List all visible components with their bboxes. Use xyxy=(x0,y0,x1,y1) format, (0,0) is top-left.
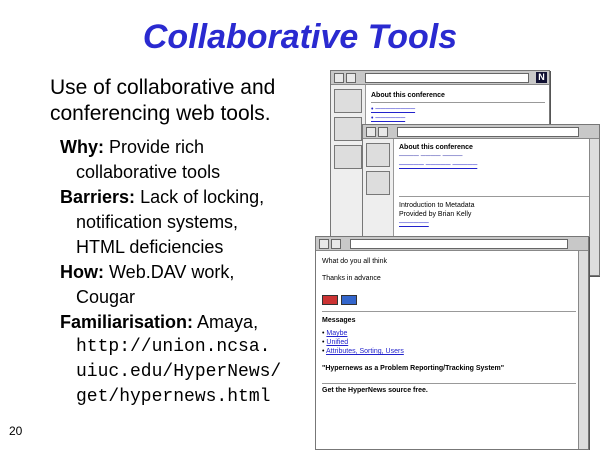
bullet-text: notification systems, xyxy=(76,212,239,232)
toolbar xyxy=(363,125,599,139)
bullet-label: Why: xyxy=(60,137,104,157)
toolbar xyxy=(316,237,588,251)
link[interactable]: • ──────── xyxy=(371,106,416,113)
bullet-label: Familiarisation: xyxy=(60,312,194,332)
conference-heading: About this conference xyxy=(371,92,445,99)
message-item[interactable]: • Attributes, Sorting, Users xyxy=(322,348,404,355)
url-line: get/hypernews.html xyxy=(76,387,271,407)
forward-button[interactable] xyxy=(346,73,356,83)
sidebar-button[interactable] xyxy=(334,89,362,113)
bullet-label: How: xyxy=(60,262,104,282)
bullet-text: Lack of locking, xyxy=(140,187,265,207)
lead-text: Use of collaborative and conferencing web tools. xyxy=(50,76,276,125)
conference-heading: About this conference xyxy=(399,144,473,151)
back-button[interactable] xyxy=(319,239,329,249)
message-item[interactable]: • Maybe xyxy=(322,330,348,337)
slide-number: 20 xyxy=(9,424,23,438)
bullet-familiarisation xyxy=(60,310,330,410)
link[interactable]: ───── ───── ───── xyxy=(399,162,478,169)
article-title: Introduction to Metadata xyxy=(399,202,475,209)
content xyxy=(322,257,576,395)
bullet-text: Web.DAV work, xyxy=(109,262,235,282)
content xyxy=(399,143,595,228)
info-line: ──── ──── ──── xyxy=(399,153,463,160)
subject-line: "Hypernews as a Problem Reporting/Tracking System" xyxy=(322,365,505,372)
bullet-text: Cougar xyxy=(76,287,136,307)
toolbar xyxy=(331,71,549,85)
footer-text: Get the HyperNews source free. xyxy=(322,387,428,394)
bullet-text: HTML deficiencies xyxy=(76,237,224,257)
address-bar[interactable] xyxy=(350,239,568,249)
back-button[interactable] xyxy=(334,73,344,83)
bullet-how xyxy=(60,260,330,310)
sidebar-button[interactable] xyxy=(334,145,362,169)
browser-logo-icon: N xyxy=(536,72,547,83)
back-button[interactable] xyxy=(366,127,376,137)
bullet-list xyxy=(60,135,330,410)
bullet-text: Amaya, xyxy=(197,312,259,332)
url-line: http://union.ncsa. xyxy=(76,337,271,357)
message-thanks: Thanks in advance xyxy=(322,275,381,282)
icon-row xyxy=(322,291,576,309)
messages-label: Messages xyxy=(322,317,356,324)
sidebar-button[interactable] xyxy=(334,117,362,141)
address-bar[interactable] xyxy=(365,73,529,83)
slide-title: Collaborative Tools xyxy=(142,18,458,56)
sidebar-button[interactable] xyxy=(366,143,390,167)
forward-button[interactable] xyxy=(331,239,341,249)
sidebar-button[interactable] xyxy=(366,171,390,195)
url-line: uiuc.edu/HyperNews/ xyxy=(76,362,282,382)
link[interactable]: • ────── xyxy=(371,115,406,122)
browser-window-front xyxy=(315,236,589,450)
bullet-barriers xyxy=(60,185,330,260)
message-item[interactable]: • Unified xyxy=(322,339,349,346)
forward-button[interactable] xyxy=(378,127,388,137)
flag-icon[interactable] xyxy=(322,295,338,305)
bullet-why xyxy=(60,135,330,185)
article-author: Provided by Brian Kelly xyxy=(399,211,472,218)
bullet-label: Barriers: xyxy=(60,187,136,207)
address-bar[interactable] xyxy=(397,127,579,137)
link[interactable]: ────── xyxy=(399,220,429,227)
bullet-text: collaborative tools xyxy=(76,162,221,182)
message-question: What do you all think xyxy=(322,258,387,265)
scrollbar[interactable] xyxy=(578,251,588,449)
bullet-text: Provide rich xyxy=(109,137,205,157)
flag-icon[interactable] xyxy=(341,295,357,305)
scrollbar[interactable] xyxy=(589,139,599,275)
